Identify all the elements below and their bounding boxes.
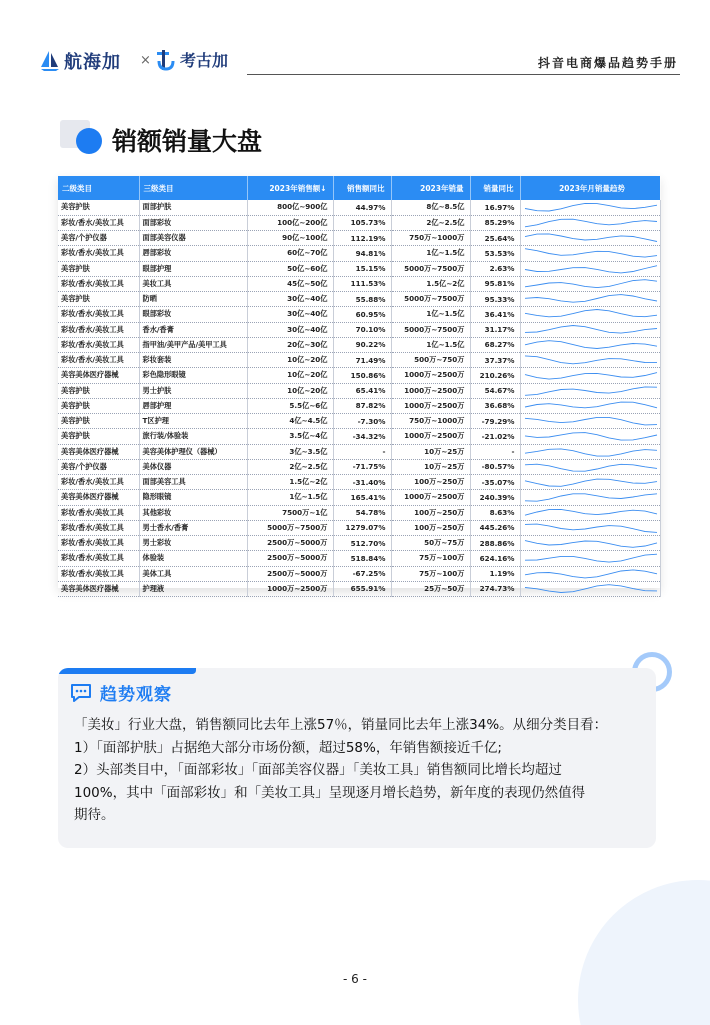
cell-monthly-trend [520,475,660,490]
sparkline [521,353,661,367]
table-row [58,383,660,398]
cell-sales-yoy: 54.78% [333,505,391,520]
table-row [58,429,660,444]
cell-sales-yoy: 112.19% [333,231,391,246]
cell-volume-yoy: 445.26% [470,520,520,535]
col-header-sales-2023[interactable]: 2023年销售额↓ [247,176,333,200]
cell-category3: T区护理 [139,414,247,429]
cell-sales-2023: 50亿~60亿 [247,261,333,276]
cell-sales-yoy: 94.81% [333,246,391,261]
sparkline [521,246,661,260]
cell-volume-2023: 1亿~1.5亿 [391,307,470,322]
cell-volume-2023: 50万~75万 [391,536,470,551]
cell-volume-yoy: 210.26% [470,368,520,383]
cell-category3: 其他彩妆 [139,505,247,520]
cell-monthly-trend [520,414,660,429]
cell-monthly-trend [520,215,660,230]
cell-volume-yoy: 2.63% [470,261,520,276]
cell-category3: 隐形眼镜 [139,490,247,505]
table-row [58,398,660,413]
cell-category3: 男士香水/香膏 [139,520,247,535]
cell-sales-2023: 4亿~4.5亿 [247,414,333,429]
observation-title: 趋势观察 [100,685,172,705]
table-row [58,475,660,490]
sparkline [521,399,661,413]
table-row [58,444,660,459]
cell-volume-yoy: 53.53% [470,246,520,261]
cell-volume-yoy: 16.97% [470,200,520,215]
corner-decoration [578,880,710,1025]
cell-volume-2023: 8亿~8.5亿 [391,200,470,215]
table-row [58,520,660,535]
cell-sales-yoy: 15.15% [333,261,391,276]
cell-volume-yoy: -80.57% [470,459,520,474]
cell-sales-2023: 5000万~7500万 [247,520,333,535]
sparkline [521,490,661,504]
cell-category3: 旅行装/体验装 [139,429,247,444]
table-row [58,505,660,520]
cell-sales-yoy: 90.22% [333,337,391,352]
cell-category2: 美容护肤 [58,398,139,413]
cell-category2: 美容美体医疗器械 [58,368,139,383]
table-row [58,368,660,383]
sparkline [521,323,661,337]
cell-sales-yoy: 111.53% [333,276,391,291]
table-body [58,200,660,597]
sales-table [58,176,660,594]
cell-category2: 美容护肤 [58,261,139,276]
cell-sales-yoy: 60.95% [333,307,391,322]
cell-sales-2023: 10亿~20亿 [247,353,333,368]
sparkline [521,429,661,443]
cell-sales-yoy: -71.75% [333,459,391,474]
cell-volume-yoy: 8.63% [470,505,520,520]
sparkline [521,292,661,306]
page-number: - 6 - [343,972,367,986]
cell-sales-2023: 30亿~40亿 [247,322,333,337]
cell-sales-2023: 10亿~20亿 [247,383,333,398]
cell-sales-2023: 1000万~2500万 [247,581,333,596]
sparkline [521,582,661,596]
cell-category2: 美容美体医疗器械 [58,581,139,596]
cell-category2: 彩妆/香水/美妆工具 [58,505,139,520]
col-header-volume-2023: 2023年销量 [391,176,470,200]
cell-sales-yoy: 44.97% [333,200,391,215]
cell-category2: 美容美体医疗器械 [58,490,139,505]
cell-sales-2023: 2500万~5000万 [247,536,333,551]
sparkline [521,521,661,535]
table-row [58,215,660,230]
sparkline [521,384,661,398]
col-header-category2: 二级类目 [58,176,139,200]
sparkline [521,200,661,214]
brand-logo-hanghaijia [40,48,121,74]
observation-line-4: 100%，其中「面部彩妆」和「美妆工具」呈现逐月增长趋势，新年度的表现仍然值得 [74,784,586,801]
sparkline [521,414,661,428]
cell-category2: 彩妆/香水/美妆工具 [58,337,139,352]
cell-volume-yoy: - [470,444,520,459]
cell-volume-2023: 1000万~2500万 [391,368,470,383]
cell-monthly-trend [520,261,660,276]
table-row [58,322,660,337]
cell-category2: 彩妆/香水/美妆工具 [58,215,139,230]
sparkline [521,216,661,230]
sparkline [521,231,661,245]
cell-sales-2023: 20亿~30亿 [247,337,333,352]
cell-category2: 彩妆/香水/美妆工具 [58,353,139,368]
cell-category3: 美体仪器 [139,459,247,474]
cell-category2: 美容护肤 [58,200,139,215]
cell-category3: 面部护肤 [139,200,247,215]
kaogu-mark-icon [155,49,177,71]
sparkline [521,307,661,321]
table-row [58,490,660,505]
cell-monthly-trend [520,353,660,368]
sparkline [521,277,661,291]
cell-category2: 彩妆/香水/美妆工具 [58,322,139,337]
cell-sales-2023: 800亿~900亿 [247,200,333,215]
cell-volume-yoy: 274.73% [470,581,520,596]
cell-sales-2023: 30亿~40亿 [247,307,333,322]
sparkline [521,460,661,474]
table-row [58,307,660,322]
cell-sales-yoy: -67.25% [333,566,391,581]
cell-sales-2023: 100亿~200亿 [247,215,333,230]
cell-sales-2023: 2亿~2.5亿 [247,459,333,474]
cell-volume-2023: 100万~250万 [391,475,470,490]
cell-volume-yoy: 36.41% [470,307,520,322]
cell-monthly-trend [520,551,660,566]
cell-sales-yoy: 655.91% [333,581,391,596]
cell-volume-yoy: 95.81% [470,276,520,291]
document-title: 抖音电商爆品趋势手册 [537,56,678,70]
brand1-name: 航海加 [64,52,121,73]
cell-sales-yoy: 150.86% [333,368,391,383]
cell-sales-2023: 30亿~40亿 [247,292,333,307]
cell-monthly-trend [520,398,660,413]
cell-category3: 男士护肤 [139,383,247,398]
cell-category3: 男士彩妆 [139,536,247,551]
cell-volume-2023: 10万~25万 [391,444,470,459]
cell-sales-2023: 10亿~20亿 [247,368,333,383]
cell-category2: 彩妆/香水/美妆工具 [58,566,139,581]
cell-sales-yoy: 71.49% [333,353,391,368]
cell-volume-yoy: -79.29% [470,414,520,429]
cell-volume-yoy: 240.39% [470,490,520,505]
cell-category2: 美容护肤 [58,292,139,307]
cell-monthly-trend [520,200,660,215]
cell-sales-yoy: 55.88% [333,292,391,307]
cell-category2: 美容护肤 [58,383,139,398]
observation-line-1: 「美妆」行业大盘，销售额同比去年上涨57％，销量同比去年上涨34%。从细分类目看： [74,717,608,733]
section-title: 销额销量大盘 [112,127,263,156]
cell-category3: 美体工具 [139,566,247,581]
cell-sales-2023: 60亿~70亿 [247,246,333,261]
cell-monthly-trend [520,231,660,246]
cell-category2: 美容美体医疗器械 [58,444,139,459]
cell-category2: 彩妆/香水/美妆工具 [58,276,139,291]
cell-category3: 体验装 [139,551,247,566]
sparkline [521,445,661,459]
cell-volume-2023: 100万~250万 [391,505,470,520]
brand-separator: × [140,53,151,68]
cell-volume-2023: 1亿~1.5亿 [391,246,470,261]
heading-dot-icon [76,128,102,154]
cell-category2: 彩妆/香水/美妆工具 [58,475,139,490]
cell-sales-yoy: 1279.07% [333,520,391,535]
cell-category3: 唇部护理 [139,398,247,413]
cell-category2: 美容/个护仪器 [58,231,139,246]
cell-sales-yoy: 70.10% [333,322,391,337]
cell-sales-yoy: 512.70% [333,536,391,551]
chat-bubble-icon [70,683,92,703]
cell-volume-2023: 2亿~2.5亿 [391,215,470,230]
cell-monthly-trend [520,566,660,581]
sparkline [521,368,661,382]
cell-volume-2023: 750万~1000万 [391,414,470,429]
col-header-sales-yoy: 销售额同比 [333,176,391,200]
cell-volume-yoy: 288.86% [470,536,520,551]
cell-category3: 美妆工具 [139,276,247,291]
cell-volume-2023: 10万~25万 [391,459,470,474]
cell-category2: 彩妆/香水/美妆工具 [58,307,139,322]
cell-monthly-trend [520,383,660,398]
cell-category3: 面部美容仪器 [139,231,247,246]
cell-sales-2023: 7500万~1亿 [247,505,333,520]
cell-volume-2023: 75万~100万 [391,551,470,566]
table-row [58,536,660,551]
sparkline [521,262,661,276]
cell-volume-yoy: 85.29% [470,215,520,230]
cell-category2: 彩妆/香水/美妆工具 [58,551,139,566]
cell-monthly-trend [520,505,660,520]
table-row [58,246,660,261]
cell-monthly-trend [520,520,660,535]
cell-sales-2023: 45亿~50亿 [247,276,333,291]
cell-sales-2023: 2500万~5000万 [247,551,333,566]
header-divider [247,74,680,75]
observation-accent-bar [58,668,196,674]
cell-monthly-trend [520,581,660,596]
cell-sales-yoy: 165.41% [333,490,391,505]
cell-category2: 美容护肤 [58,414,139,429]
cell-volume-yoy: 1.19% [470,566,520,581]
cell-category3: 护理液 [139,581,247,596]
cell-volume-yoy: 36.68% [470,398,520,413]
sparkline [521,536,661,550]
sail-icon [40,50,60,72]
cell-volume-yoy: 54.67% [470,383,520,398]
cell-category3: 防晒 [139,292,247,307]
cell-volume-yoy: -21.02% [470,429,520,444]
cell-category2: 美容/个护仪器 [58,459,139,474]
cell-sales-yoy: -31.40% [333,475,391,490]
cell-monthly-trend [520,490,660,505]
cell-sales-yoy: 518.84% [333,551,391,566]
cell-volume-yoy: 31.17% [470,322,520,337]
cell-monthly-trend [520,276,660,291]
table-row [58,459,660,474]
cell-monthly-trend [520,459,660,474]
col-header-category3: 三级类目 [139,176,247,200]
cell-volume-2023: 1000万~2500万 [391,490,470,505]
cell-monthly-trend [520,444,660,459]
brand-logo-kaogujia [155,48,228,71]
cell-category2: 彩妆/香水/美妆工具 [58,520,139,535]
observation-line-5: 期待。 [74,807,115,823]
cell-volume-2023: 100万~250万 [391,520,470,535]
cell-sales-yoy: - [333,444,391,459]
cell-sales-2023: 1.5亿~2亿 [247,475,333,490]
cell-category3: 彩妆套装 [139,353,247,368]
cell-sales-yoy: -34.32% [333,429,391,444]
cell-sales-yoy: 105.73% [333,215,391,230]
cell-category3: 面部彩妆 [139,215,247,230]
cell-volume-2023: 1000万~2500万 [391,429,470,444]
table-row [58,414,660,429]
table-row [58,353,660,368]
col-header-monthly-trend: 2023年月销量趋势 [520,176,660,200]
cell-monthly-trend [520,292,660,307]
cell-volume-2023: 500万~750万 [391,353,470,368]
cell-sales-yoy: 87.82% [333,398,391,413]
cell-volume-yoy: 68.27% [470,337,520,352]
cell-monthly-trend [520,307,660,322]
cell-category2: 彩妆/香水/美妆工具 [58,246,139,261]
cell-monthly-trend [520,429,660,444]
cell-volume-2023: 1亿~1.5亿 [391,337,470,352]
table-row [58,276,660,291]
observation-heading [70,680,172,705]
cell-volume-2023: 75万~100万 [391,566,470,581]
cell-sales-yoy: 65.41% [333,383,391,398]
cell-volume-2023: 5000万~7500万 [391,261,470,276]
cell-volume-yoy: 95.33% [470,292,520,307]
cell-volume-2023: 750万~1000万 [391,231,470,246]
table-row [58,566,660,581]
table-row [58,551,660,566]
cell-monthly-trend [520,536,660,551]
sparkline [521,506,661,520]
cell-sales-yoy: -7.30% [333,414,391,429]
cell-volume-2023: 5000万~7500万 [391,322,470,337]
cell-monthly-trend [520,322,660,337]
cell-category3: 彩色隐形眼镜 [139,368,247,383]
table-row [58,231,660,246]
cell-sales-2023: 2500万~5000万 [247,566,333,581]
sparkline [521,475,661,489]
cell-volume-yoy: 37.37% [470,353,520,368]
table-row [58,200,660,215]
cell-sales-2023: 1亿~1.5亿 [247,490,333,505]
table-row [58,292,660,307]
cell-volume-2023: 1000万~2500万 [391,398,470,413]
cell-volume-2023: 1000万~2500万 [391,383,470,398]
cell-volume-2023: 1.5亿~2亿 [391,276,470,291]
table-row [58,261,660,276]
sparkline [521,338,661,352]
cell-volume-yoy: -35.07% [470,475,520,490]
cell-volume-yoy: 25.64% [470,231,520,246]
cell-category3: 面部美容工具 [139,475,247,490]
table-row [58,337,660,352]
table-row [58,581,660,596]
sparkline [521,567,661,581]
cell-sales-2023: 90亿~100亿 [247,231,333,246]
cell-category3: 美容美体护理仪（器械） [139,444,247,459]
observation-line-2: 1）「面部护肤」占据绝大部分市场份额，超过58%，年销售额接近千亿; [74,739,502,756]
cell-sales-2023: 5.5亿~6亿 [247,398,333,413]
cell-category3: 眼部彩妆 [139,307,247,322]
brand2-name: 考古加 [180,51,229,70]
page-header [0,0,710,92]
cell-volume-2023: 5000万~7500万 [391,292,470,307]
sparkline [521,551,661,565]
cell-monthly-trend [520,337,660,352]
cell-volume-yoy: 624.16% [470,551,520,566]
trend-observation-box [58,668,656,848]
cell-category3: 指甲油/美甲产品/美甲工具 [139,337,247,352]
table-header-row [58,176,660,200]
cell-category3: 眼部护理 [139,261,247,276]
cell-category3: 香水/香膏 [139,322,247,337]
cell-category3: 唇部彩妆 [139,246,247,261]
cell-volume-2023: 25万~50万 [391,581,470,596]
observation-line-3: 2）头部类目中，「面部彩妆」「面部美容仪器」「美妆工具」销售额同比增长均超过 [74,762,562,778]
col-header-volume-yoy: 销量同比 [470,176,520,200]
observation-text [74,714,648,827]
cell-monthly-trend [520,368,660,383]
cell-sales-2023: 3亿~3.5亿 [247,444,333,459]
cell-monthly-trend [520,246,660,261]
cell-category2: 彩妆/香水/美妆工具 [58,536,139,551]
cell-sales-2023: 3.5亿~4亿 [247,429,333,444]
cell-category2: 美容护肤 [58,429,139,444]
